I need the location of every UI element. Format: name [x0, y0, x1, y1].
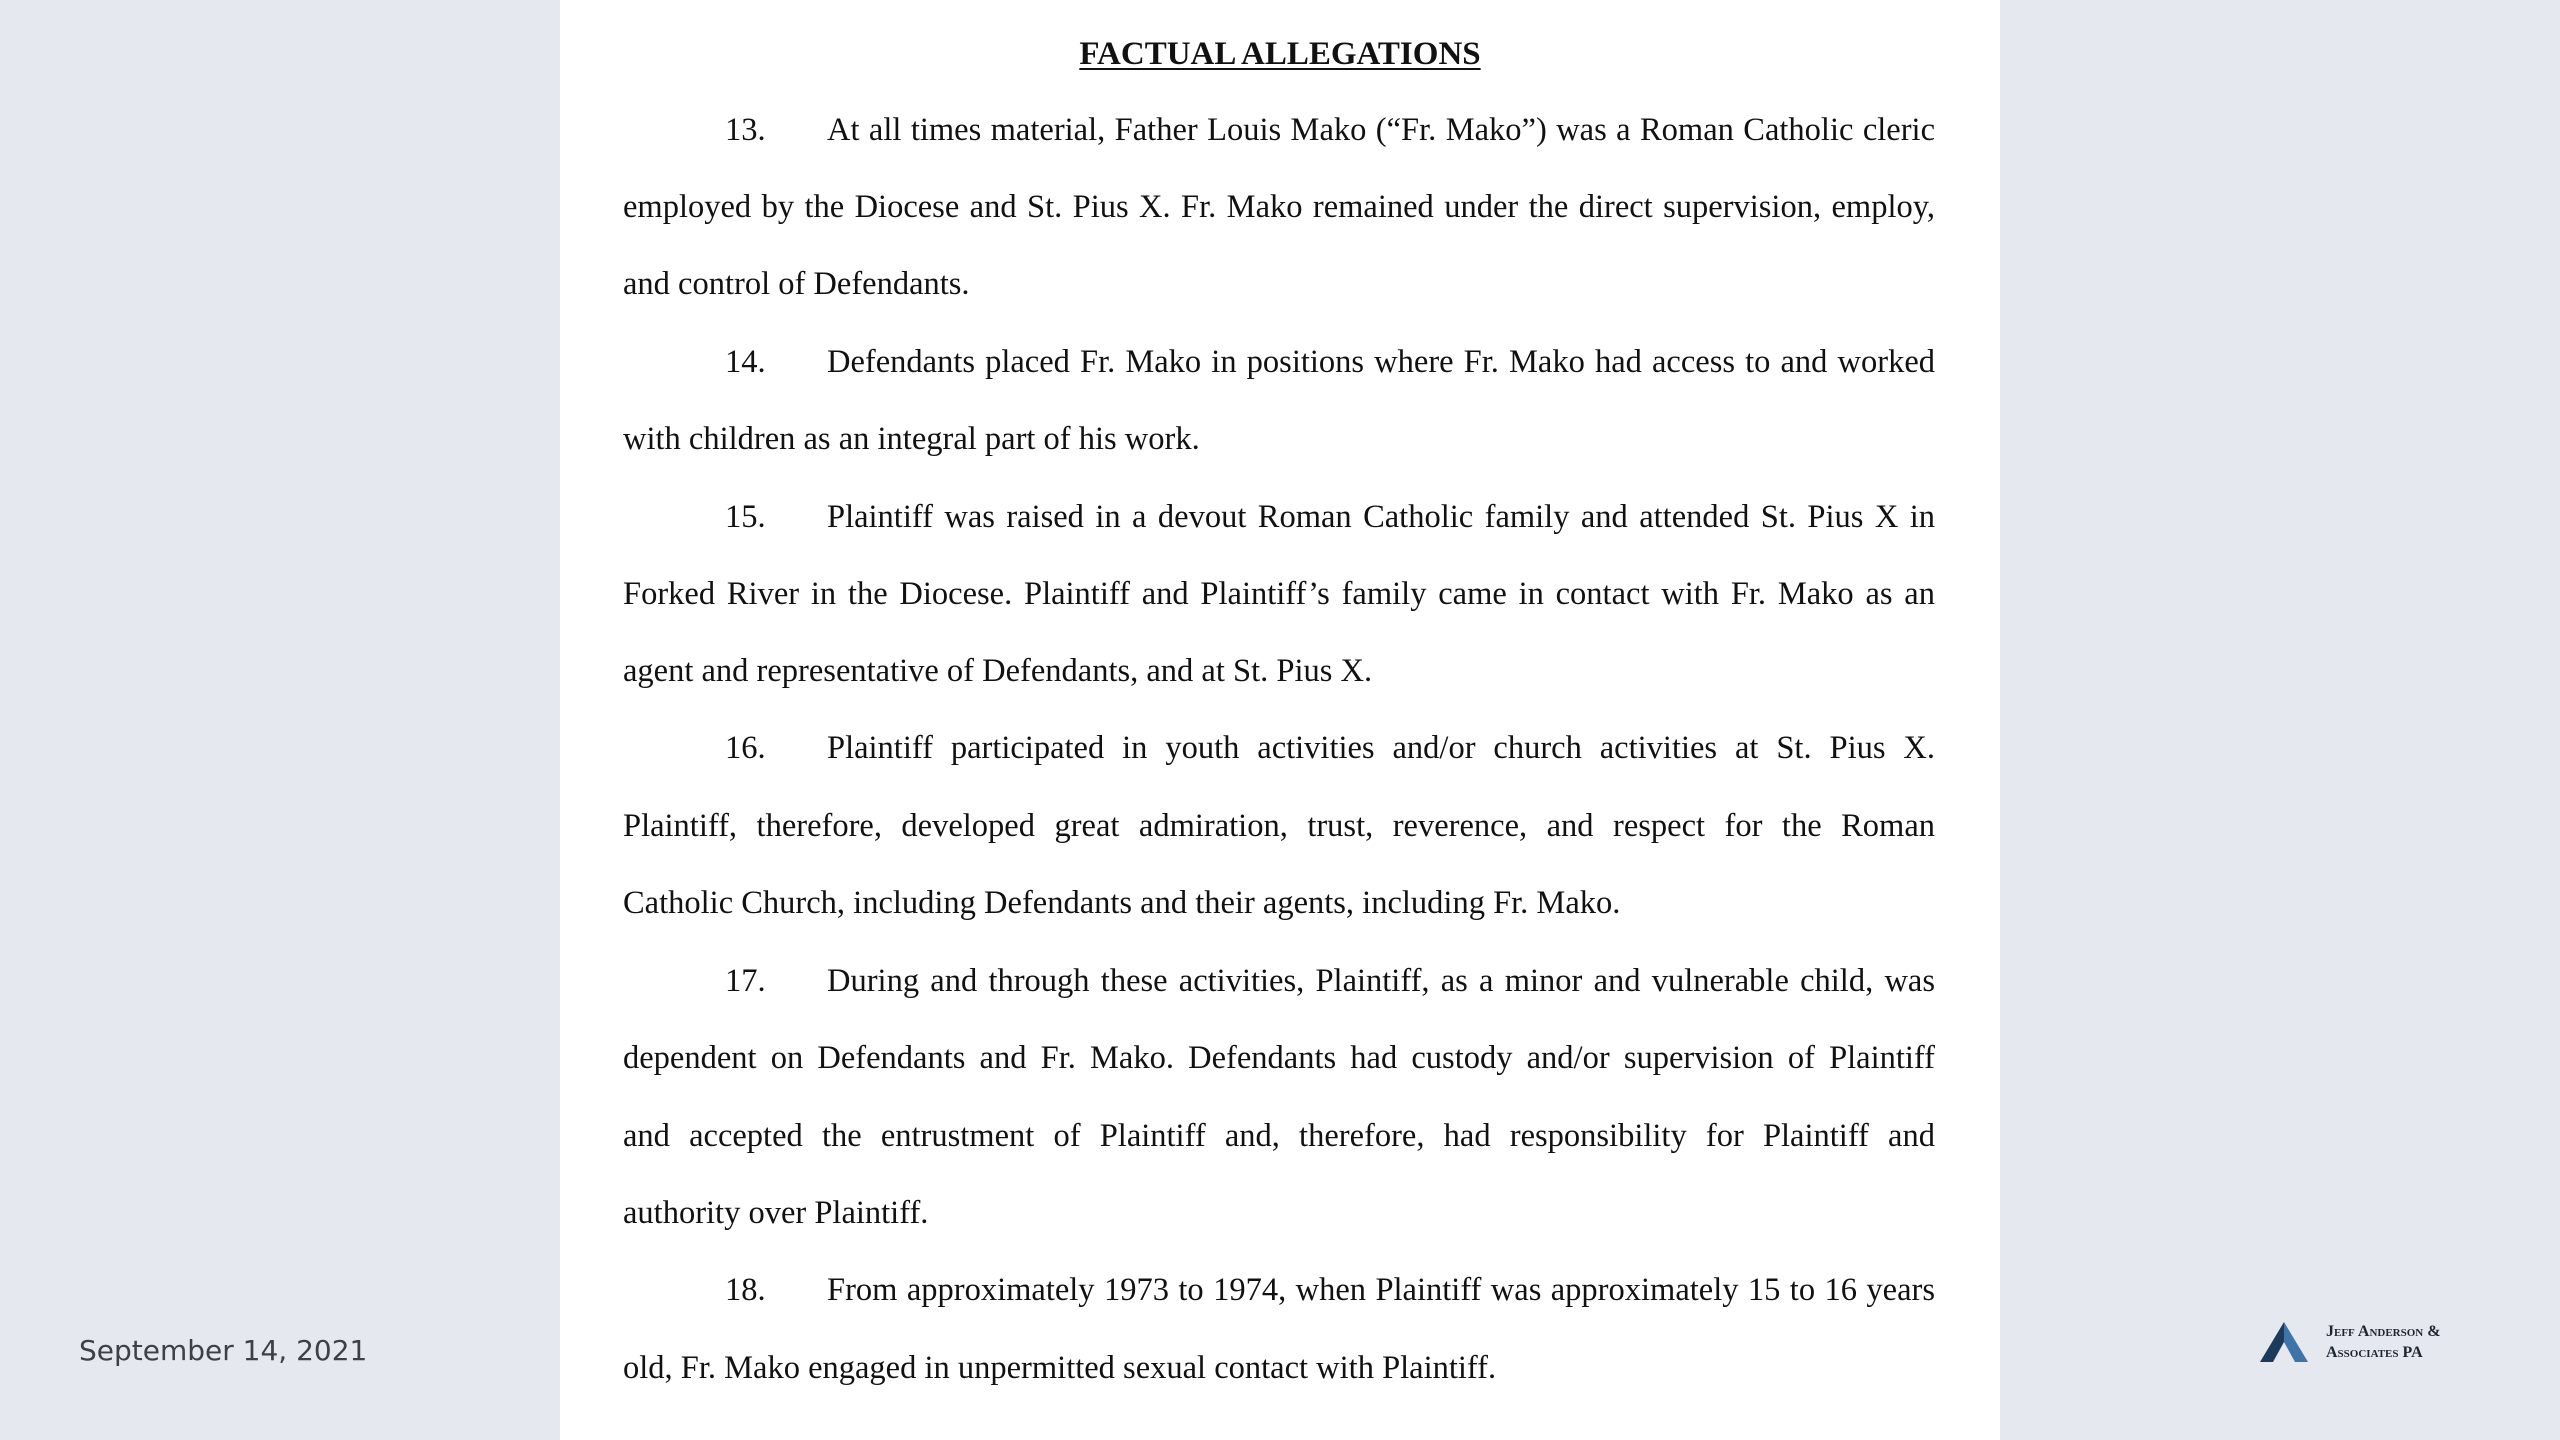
paragraph-line	[623, 497, 1935, 537]
paragraph-number: 13.	[725, 112, 766, 148]
paragraph-line	[623, 187, 1935, 227]
line-text: with children as an integral part of his work.	[623, 421, 1200, 457]
paragraph-line	[623, 110, 1935, 150]
paragraph-line	[623, 1116, 1935, 1156]
paragraph-number: 18.	[725, 1272, 766, 1308]
chevron-a-icon	[2260, 1322, 2308, 1362]
paragraph-line	[623, 806, 1935, 846]
line-text: authority over Plaintiff.	[623, 1195, 929, 1231]
paragraph-line	[623, 419, 1935, 459]
line-text: Defendants placed Fr. Mako in positions where Fr. Mako had access to and worked	[827, 344, 1935, 380]
paragraph-line	[623, 728, 1935, 768]
document-heading: FACTUAL ALLEGATIONS	[1079, 36, 1481, 72]
paragraph-line	[623, 1038, 1935, 1078]
paragraph-number: 17.	[725, 963, 766, 999]
firm-name-line2: Associates PA	[2326, 1344, 2423, 1361]
firm-logo	[2260, 1318, 2441, 1366]
paragraph-line	[623, 883, 1935, 923]
line-text: From approximately 1973 to 1974, when Plaintiff was approximately 15 to 16 years	[827, 1272, 1935, 1308]
paragraph-line	[623, 342, 1935, 382]
line-text: At all times material, Father Louis Mako (“Fr. Mako”) was a Roman Catholic cleric	[827, 112, 1935, 148]
line-text: and control of Defendants.	[623, 266, 970, 302]
line-text: Catholic Church, including Defendants and their agents, including Fr. Mako.	[623, 885, 1621, 921]
line-text: old, Fr. Mako engaged in unpermitted sexual contact with Plaintiff.	[623, 1350, 1497, 1386]
paragraph-number: 14.	[725, 344, 766, 380]
line-text: agent and representative of Defendants, and at St. Pius X.	[623, 653, 1373, 689]
paragraph-line	[623, 1348, 1935, 1388]
paragraph-line	[623, 264, 1935, 304]
paragraph-line	[623, 1193, 1935, 1233]
line-text: employed by the Diocese and St. Pius X. Fr. Mako remained under the direct supervision, employ,	[623, 189, 1935, 225]
line-text: Forked River in the Diocese. Plaintiff and Plaintiff’s family came in contact with Fr. Mako as an	[623, 576, 1935, 612]
paragraph-line	[623, 651, 1935, 691]
line-text: Plaintiff participated in youth activities and/or church activities at St. Pius X.	[827, 730, 1935, 766]
paragraph-line	[623, 961, 1935, 1001]
paragraph-line	[623, 1270, 1935, 1310]
line-text: dependent on Defendants and Fr. Mako. Defendants had custody and/or supervision of Plaintiff	[623, 1040, 1935, 1076]
paragraph-number: 16.	[725, 730, 766, 766]
paragraph-line	[623, 574, 1935, 614]
document-page	[560, 0, 2000, 1440]
firm-name-line1: Jeff Anderson &	[2326, 1323, 2441, 1340]
line-text: During and through these activities, Plaintiff, as a minor and vulnerable child, was	[827, 963, 1935, 999]
line-text: Plaintiff, therefore, developed great admiration, trust, reverence, and respect for the Roman	[623, 808, 1935, 844]
slide-date: September 14, 2021	[79, 1334, 368, 1367]
firm-name	[2326, 1321, 2441, 1363]
line-text: Plaintiff was raised in a devout Roman Catholic family and attended St. Pius X in	[827, 499, 1935, 535]
paragraph-number: 15.	[725, 499, 766, 535]
line-text: and accepted the entrustment of Plaintiff and, therefore, had responsibility for Plaintiff and	[623, 1118, 1935, 1154]
